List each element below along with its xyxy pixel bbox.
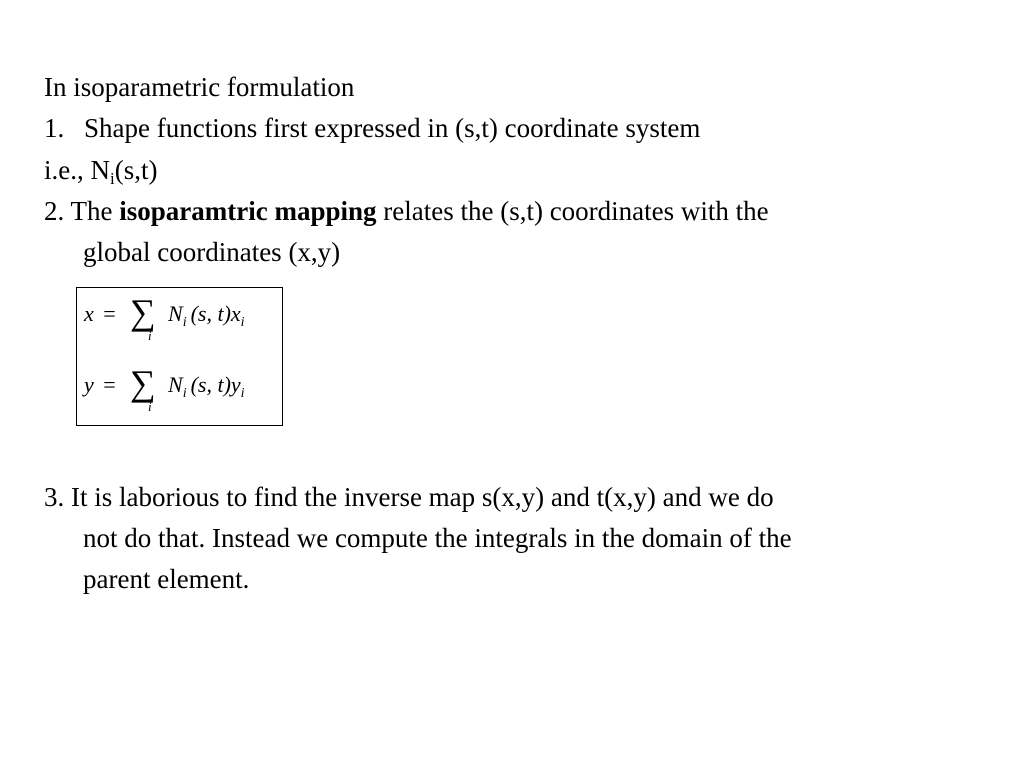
formula-y-N-sub: i [182, 386, 187, 401]
formula-y [84, 363, 245, 414]
formula-y-lhs: y [84, 372, 94, 397]
intro-text: In isoparametric formulation [44, 72, 355, 102]
list-item-2 [44, 198, 769, 225]
list-item-2-suffix: relates the (s,t) coordinates with the [376, 196, 769, 226]
formula-x-N-sub: i [182, 315, 187, 330]
formula-y-sum-index: i [148, 399, 152, 414]
ie-prefix: i.e., N [44, 155, 110, 185]
formula-y-var-sub: i [240, 386, 245, 401]
formula-y-var: y [230, 372, 241, 397]
formula-y-equals: = [103, 372, 116, 397]
list-item-2-bold-term: isoparamtric mapping [119, 196, 377, 226]
formula-x-lhs: x [84, 301, 94, 326]
formula-box [76, 287, 283, 426]
list-item-2-continuation: global coordinates (x,y) [83, 237, 341, 267]
ie-line [44, 155, 158, 188]
formula-x-args: (s, t) [190, 301, 231, 326]
list-item-1-text: Shape functions first expressed in (s,t) coordinate system [84, 113, 701, 143]
ie-subscript: i [109, 169, 115, 188]
list-item-1-number: 1. [44, 113, 65, 143]
formula-x-var-sub: i [240, 315, 245, 330]
formula-x-var: x [230, 301, 241, 326]
list-item-1 [44, 115, 700, 142]
formula-x-sigma: ∑ [130, 292, 156, 332]
formula-x-sum-index: i [148, 328, 152, 343]
formula-x-rhs [168, 301, 245, 330]
list-item-3-continuation-2: parent element. [83, 564, 250, 594]
formula-y-rhs [168, 372, 245, 401]
formula-y-N: N [168, 372, 183, 397]
formula-x-N: N [168, 301, 183, 326]
formula-y-sigma: ∑ [130, 363, 156, 403]
list-item-3: 3. It is laborious to find the inverse map s(x,y) and t(x,y) and we do [44, 482, 774, 512]
list-item-3-continuation-1: not do that. Instead we compute the integrals in the domain of the [83, 523, 792, 553]
list-item-2-prefix: 2. The [44, 196, 120, 226]
formula-y-args: (s, t) [190, 372, 231, 397]
formula-x [84, 292, 245, 343]
ie-suffix: (s,t) [114, 155, 158, 185]
formula-x-equals: = [103, 301, 116, 326]
